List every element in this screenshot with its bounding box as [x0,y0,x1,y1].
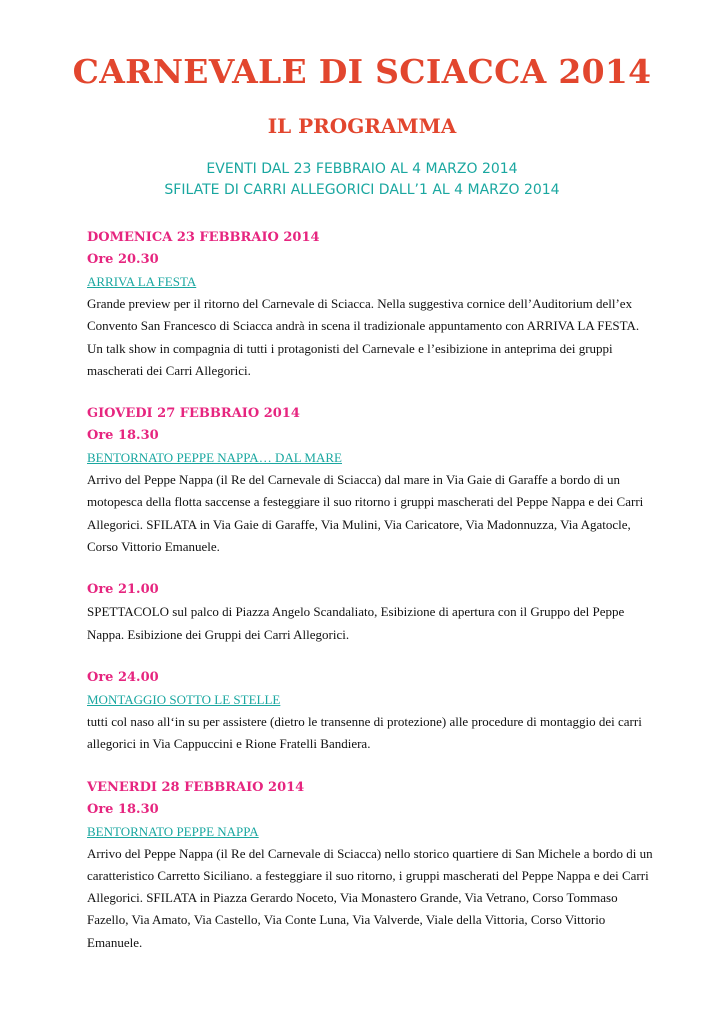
event-time: Ore 24.00 [87,669,159,685]
program-day-section [87,227,657,382]
event-description: tutti col naso all‘in su per assistere (dietro le transenne di protezione) alle procedure di montaggio dei carri allegorici in Via Cappuccini e Rione Fratelli Bandiera. [87,713,642,752]
day-heading: GIOVEDI 27 FEBBRAIO 2014 [87,406,300,422]
page-title: CARNEVALE DI SCIACCA 2014 [72,52,652,91]
spacer [87,382,657,403]
event-time: Ore 20.30 [87,252,159,267]
spacer [87,646,657,667]
event-title-link[interactable]: BENTORNATO PEPPE NAPPA… DAL MARE [87,450,342,466]
program-event [87,579,657,646]
day-heading: DOMENICA 23 FEBBRAIO 2014 [87,230,320,245]
event-description: Arrivo del Peppe Nappa (il Re del Carnevale di Sciacca) nello storico quartiere di San Michele a bordo di un caratteristico Carretto Siciliano. a festeggiare il suo ritorno, i gruppi mascherati del Peppe Nappa e dei Carri Allegorici. SFILATA in Piazza Gerardo Noceto, Via Monastero Grande, Via Vetrano, Corso Tommaso Fazello, Via Amato, Via Castello, Via Conte Luna, Via Valverde, Viale della Vittoria, Corso Vittorio Emanuele. [87,845,653,950]
event-time: Ore 21.00 [87,582,159,598]
event-description: Grande preview per il ritorno del Carnevale di Sciacca. Nella suggestiva cornice dell’Auditorium dell’ex Convento San Francesco di Sciacca andrà in scena il tradizionale appuntamento con ARRIVA LA FESTA. Un talk show in compagnia di tutti i protagonisti del Carnevale e l’esibizione in anteprima dei gruppi mascherati dei Carri Allegorici. [87,296,640,378]
program-event [87,667,657,756]
event-description: Arrivo del Peppe Nappa (il Re del Carnevale di Sciacca) dal mare in Via Gaie di Garaffe a bordo di un motopesca della flotta saccense a festeggiare il suo ritorno i gruppi mascherati del Peppe Nappa e dei Carri Allegorici. SFILATA in Via Gaie di Garaffe, Via Mulini, Via Caricatore, Via Madonnuzza, Via Agatocle, Corso Vittorio Emanuele. [87,472,644,555]
dates-line-parades: SFILATE DI CARRI ALLEGORICI DALL’1 AL 4 MARZO 2014 [164,182,560,198]
spacer [87,756,657,777]
day-heading: VENERDI 28 FEBBRAIO 2014 [87,779,305,795]
event-time: Ore 18.30 [87,428,159,444]
event-dates [0,159,724,201]
event-title-link[interactable]: MONTAGGIO SOTTO LE STELLE [87,691,281,707]
event-description: SPETTACOLO sul palco di Piazza Angelo Scandaliato, Esibizione di apertura con il Gruppo del Peppe Nappa. Esibizione dei Gruppi dei Carri Allegorici. [87,604,625,642]
dates-line-events: EVENTI DAL 23 FEBBRAIO AL 4 MARZO 2014 [206,161,518,177]
event-time: Ore 18.30 [87,801,159,817]
program-day-section [87,777,657,954]
spacer [87,558,657,579]
program-content [87,227,657,954]
event-title-link[interactable]: ARRIVA LA FESTA [87,274,197,289]
program-day-section [87,403,657,558]
event-title-link[interactable]: BENTORNATO PEPPE NAPPA [87,823,259,839]
page-subtitle: IL PROGRAMMA [267,114,457,138]
